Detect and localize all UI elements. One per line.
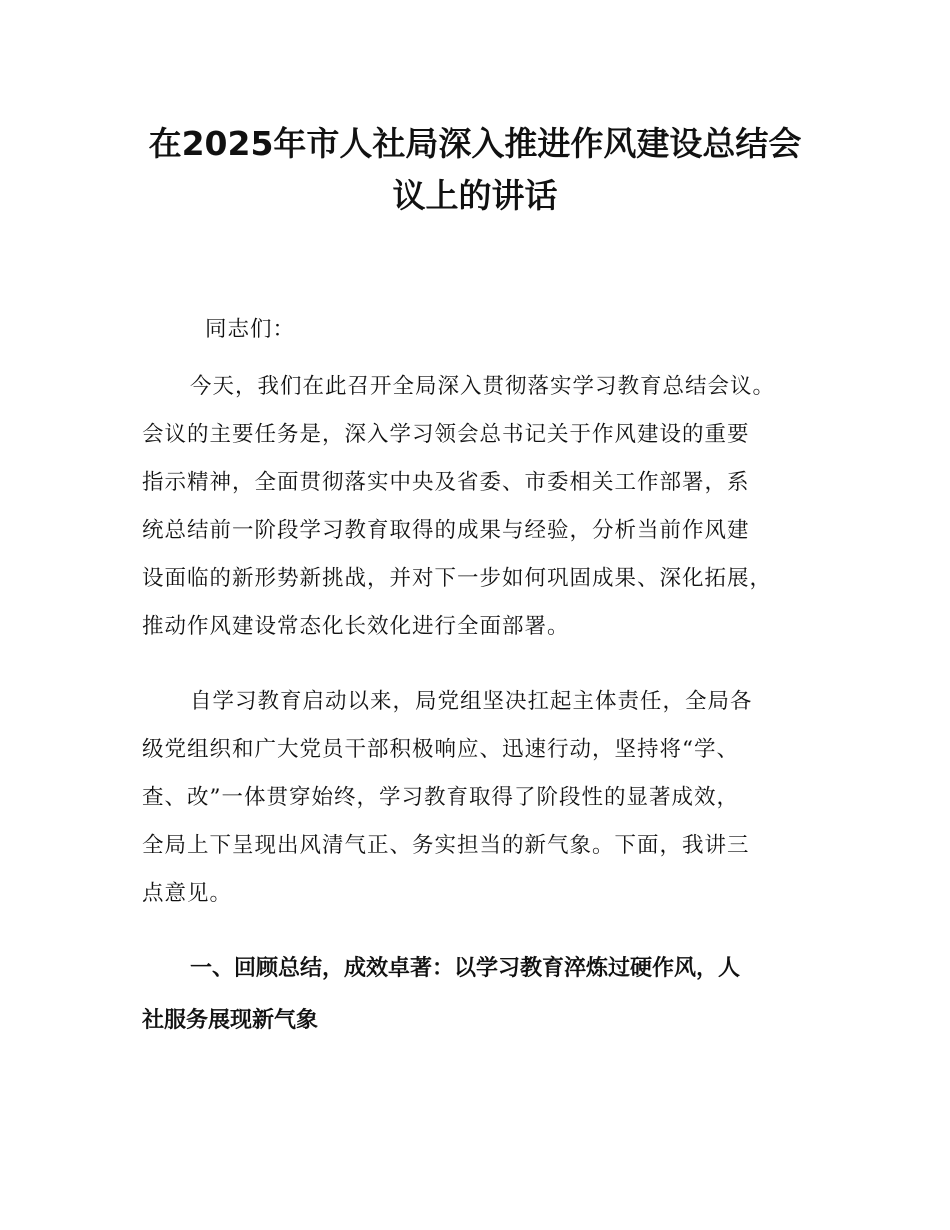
title-line-1: 在2025年市人社局深入推进作风建设总结会 — [148, 124, 802, 163]
paragraph-line: 今天，我们在此召开全局深入贯彻落实学习教育总结会议。 — [190, 374, 776, 399]
paragraph-line: 查、改”一体贯穿始终，学习教育取得了阶段性的显著成效， — [142, 785, 739, 810]
paragraph-line: 自学习教育启动以来，局党组坚决扛起主体责任，全局各 — [190, 689, 753, 714]
paragraph-overview — [142, 678, 832, 918]
section-heading-1 — [142, 943, 832, 1047]
paragraph-line: 级党组织和广大党员干部积极响应、迅速行动，坚持将“学、 — [142, 737, 739, 762]
paragraph-opening — [142, 363, 832, 651]
greeting: 同志们： — [205, 317, 296, 342]
heading-line: 一、回顾总结，成效卓著：以学习教育淬炼过硬作风，人 — [190, 956, 741, 981]
paragraph-line: 指示精神，全面贯彻落实中央及省委、市委相关工作部署，系 — [142, 470, 750, 495]
paragraph-line: 设面临的新形势新挑战，并对下一步如何巩固成果、深化拓展， — [142, 566, 773, 591]
paragraph-line: 会议的主要任务是，深入学习领会总书记关于作风建设的重要 — [142, 422, 750, 447]
heading-line: 社服务展现新气象 — [142, 1008, 319, 1033]
paragraph-line: 统总结前一阶段学习教育取得的成果与经验，分析当前作风建 — [142, 518, 750, 543]
paragraph-line: 全局上下呈现出风清气正、务实担当的新气象。下面，我讲三 — [142, 833, 750, 858]
document-title — [120, 118, 830, 222]
title-line-2: 议上的讲话 — [392, 176, 558, 215]
paragraph-line: 点意见。 — [142, 881, 233, 906]
paragraph-line: 推动作风建设常态化长效化进行全面部署。 — [142, 614, 570, 639]
